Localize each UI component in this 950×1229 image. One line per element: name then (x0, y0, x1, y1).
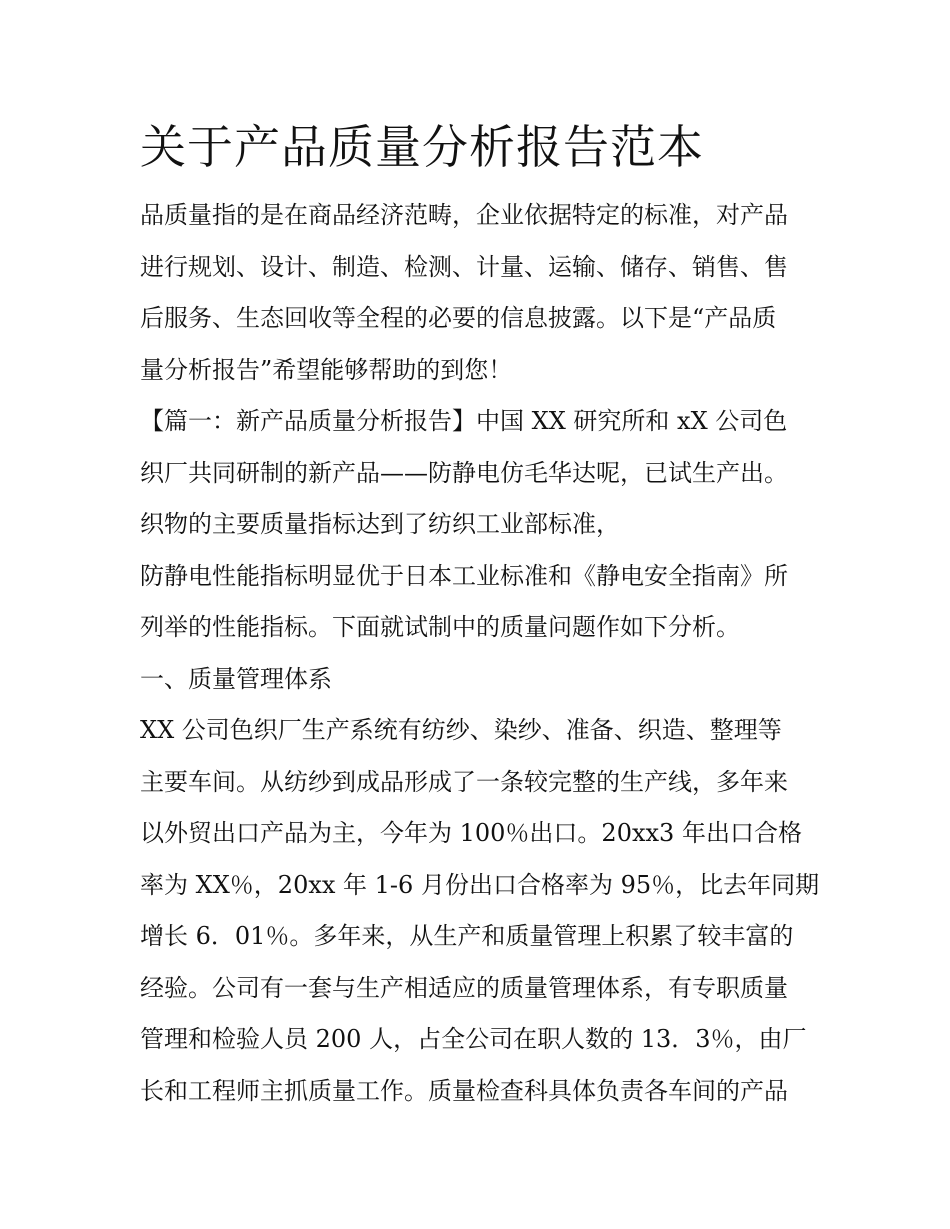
body-line: 率为 XX％，20xx 年 1-6 月份出口合格率为 95％，比去年同期 (140, 870, 820, 899)
body-line: 【篇一：新产品质量分析报告】中国 XX 研究所和 xX 公司色 (140, 407, 788, 435)
body-line: 量分析报告”希望能够帮助的到您！ (140, 355, 513, 384)
body-line: XX 公司色织厂生产系统有纺纱、染纱、准备、织造、整理等 (140, 716, 782, 744)
document-page (140, 112, 820, 1117)
body-line: 后服务、生态回收等全程的必要的信息披露。以下是“产品质 (140, 304, 777, 332)
body-line: 织物的主要质量指标达到了纺织工业部标准， (140, 510, 620, 538)
body-line: 列举的性能指标。下面就试制中的质量问题作如下分析。 (140, 613, 740, 641)
body-line: 经验。公司有一套与生产相适应的质量管理体系，有专职质量 (140, 973, 788, 1002)
document-body (140, 190, 820, 1117)
section-heading: 一、质量管理体系 (140, 664, 332, 693)
body-line: 长和工程师主抓质量工作。质量检查科具体负责各车间的产品 (140, 1076, 788, 1105)
body-line: 以外贸出口产品为主，今年为 100％出口。20xx3 年出口合格 (140, 819, 802, 847)
body-line: 进行规划、设计、制造、检测、计量、运输、储存、销售、售 (140, 252, 788, 281)
body-line: 增长 6．01％。多年来，从生产和质量管理上积累了较丰富的 (140, 922, 794, 950)
body-line: 防静电性能指标明显优于日本工业标准和《静电安全指南》所 (140, 561, 788, 590)
document-title: 关于产品质量分析报告范本 (140, 120, 704, 174)
body-line: 织厂共同研制的新产品——防静电仿毛华达呢，已试生产出。 (140, 458, 788, 487)
body-line: 主要车间。从纺纱到成品形成了一条较完整的生产线，多年来 (140, 767, 788, 796)
body-line: 管理和检验人员 200 人，占全公司在职人数的 13．3％，由厂 (140, 1025, 807, 1053)
body-line: 品质量指的是在商品经济范畴，企业依据特定的标准，对产品 (140, 201, 788, 229)
